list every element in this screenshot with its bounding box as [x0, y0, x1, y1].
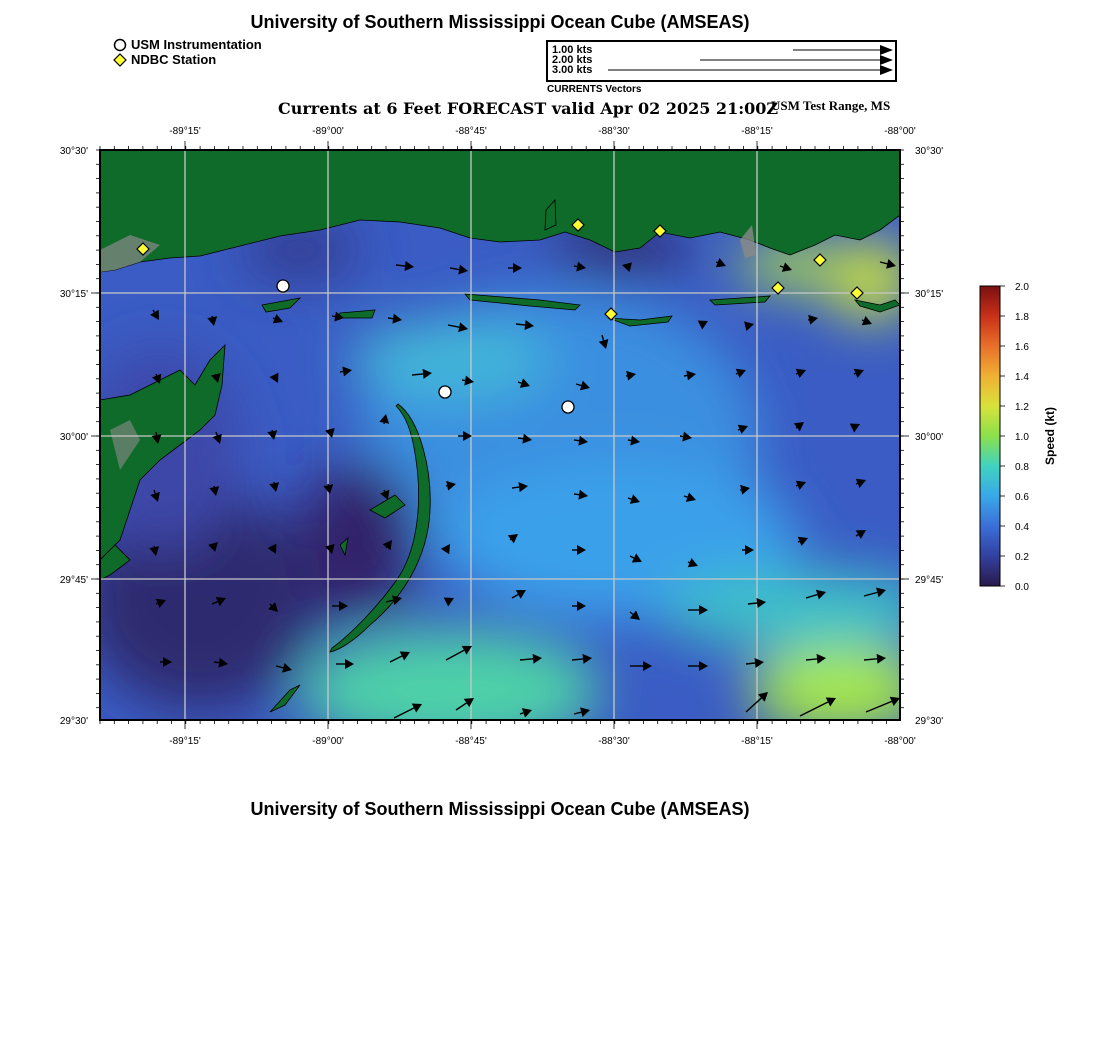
current-vector-shaft [574, 266, 577, 267]
current-vector-shaft [688, 562, 690, 563]
lat-tick-label: 29°30' [915, 716, 944, 727]
current-vector-shaft [386, 547, 387, 548]
current-vector-shaft [156, 432, 157, 435]
vector-scale-1: 1.00 kts [552, 44, 593, 56]
current-vector-shaft [574, 494, 579, 495]
current-vector-shaft [332, 316, 335, 317]
lat-tick-label: 30°30' [915, 146, 944, 157]
current-vector-shaft [388, 318, 393, 319]
lon-tick-label: -88°45' [455, 736, 487, 747]
current-vector-shaft [854, 373, 856, 374]
current-vector-shaft [214, 662, 219, 663]
current-vector-shaft [340, 371, 343, 372]
current-vector-shaft [796, 485, 798, 486]
lon-labels-bottom [169, 736, 916, 747]
map-subtitle: Currents at 6 Feet FORECAST valid Apr 02 2025 21:00Z [278, 99, 779, 118]
lat-labels-right [915, 146, 943, 727]
current-vector-shaft [684, 375, 687, 376]
lon-tick-label: -89°00' [312, 736, 344, 747]
current-vector-shaft [396, 265, 405, 266]
vector-scale-2: 2.00 kts [552, 54, 593, 66]
colorbar-title: Speed (kt) [1043, 406, 1057, 466]
lon-tick-label: -88°00' [884, 126, 916, 137]
current-vector-shaft [856, 483, 858, 484]
colorbar-tick-label: 0.4 [1015, 522, 1029, 533]
current-vector-shaft [746, 663, 755, 664]
lon-labels-top [169, 126, 916, 137]
lon-tick-label: -89°15' [169, 736, 201, 747]
legend-usm-label: USM Instrumentation [131, 37, 262, 52]
current-vector-shaft [510, 539, 511, 540]
current-vector-shaft [628, 440, 631, 441]
colorbar-tick-label: 1.2 [1015, 402, 1029, 413]
current-vector-shaft [516, 324, 525, 325]
current-vector-shaft [156, 374, 157, 376]
current-vector-shaft [462, 380, 465, 381]
lat-tick-label: 30°15' [59, 289, 88, 300]
lon-tick-label: -88°00' [884, 736, 916, 747]
current-vector-shaft [518, 438, 523, 439]
lon-tick-label: -89°15' [169, 126, 201, 137]
current-vector-shaft [680, 436, 683, 437]
current-vector-shaft [798, 541, 800, 542]
range-label: USM Test Range, MS [771, 98, 891, 113]
lat-tick-label: 30°30' [59, 146, 88, 157]
lon-tick-label: -88°15' [741, 126, 773, 137]
lon-tick-label: -88°30' [598, 736, 630, 747]
usm-station-marker [277, 280, 289, 292]
current-vector-shaft [156, 603, 158, 604]
current-vector-shaft [384, 490, 385, 492]
current-vector-shaft [512, 487, 519, 488]
current-vector-shaft [796, 427, 797, 428]
colorbar-tick-label: 2.0 [1015, 282, 1029, 293]
usm-station-marker [562, 401, 574, 413]
legend-ndbc-label: NDBC Station [131, 52, 217, 67]
current-vector-shaft [738, 429, 740, 430]
lat-tick-label: 29°45' [915, 575, 944, 586]
lat-tick-label: 29°30' [59, 716, 88, 727]
colorbar-tick-label: 0.6 [1015, 492, 1029, 503]
current-vector-shaft [796, 373, 798, 374]
colorbar-tick-label: 1.6 [1015, 342, 1029, 353]
current-vector-shaft [736, 373, 738, 374]
colorbar-tick-label: 0.8 [1015, 462, 1029, 473]
vector-caption: CURRENTS Vectors [547, 84, 642, 95]
lat-tick-label: 30°00' [59, 432, 88, 443]
footer-title: University of Southern Mississippi Ocean Cube (AMSEAS) [250, 799, 750, 819]
lat-tick-label: 30°00' [915, 432, 944, 443]
lat-tick-label: 29°45' [59, 575, 88, 586]
vector-scale-3: 3.00 kts [552, 64, 593, 76]
lat-tick-label: 30°15' [915, 289, 944, 300]
current-vector-shaft [716, 262, 718, 263]
colorbar-tick-label: 0.2 [1015, 552, 1029, 563]
page-title: University of Southern Mississippi Ocean Cube (AMSEAS) [250, 12, 750, 32]
lon-tick-label: -89°00' [312, 126, 344, 137]
colorbar-tick-label: 1.0 [1015, 432, 1029, 443]
speed-colorbar [980, 282, 1057, 593]
colorbar-tick-label: 1.8 [1015, 312, 1029, 323]
lon-tick-label: -88°45' [455, 126, 487, 137]
current-vector-shaft [574, 440, 579, 441]
current-vector-shaft [748, 603, 757, 604]
lat-labels-left [60, 146, 88, 727]
colorbar-tick-label: 1.4 [1015, 372, 1029, 383]
colorbar-tick-label: 0.0 [1015, 582, 1029, 593]
current-vector-shaft [273, 318, 275, 319]
lon-tick-label: -88°15' [741, 736, 773, 747]
usm-station-marker [439, 386, 451, 398]
current-vector-shaft [862, 320, 864, 321]
lon-tick-label: -88°30' [598, 126, 630, 137]
